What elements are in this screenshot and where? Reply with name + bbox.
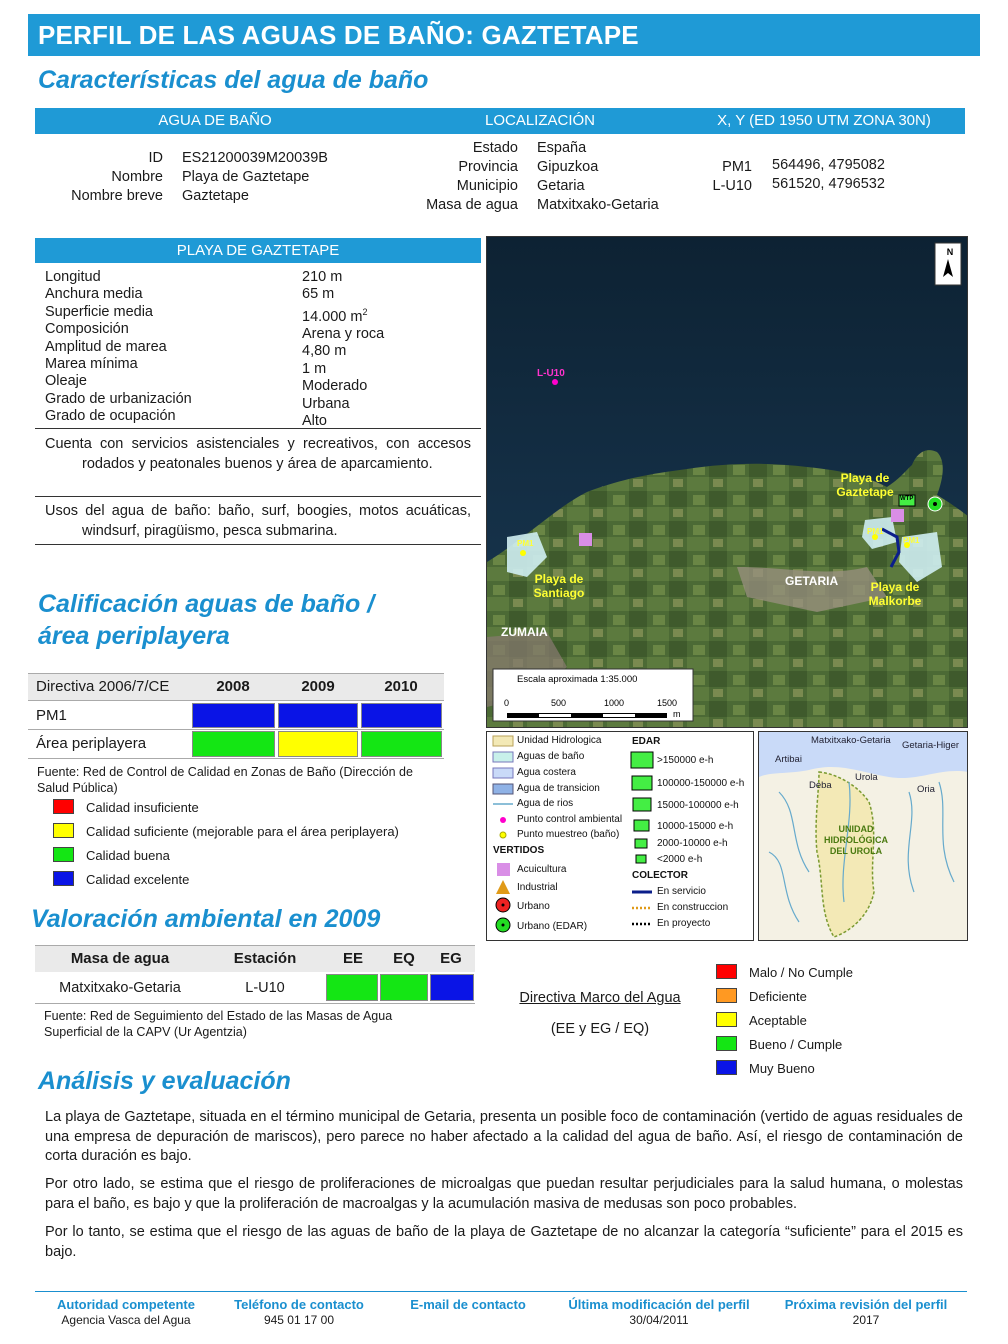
inset-label: Oria bbox=[917, 784, 935, 795]
legend-symbol bbox=[635, 839, 647, 848]
inset-label-unit: UNIDAD HIDROLÓGICA DEL UROLA bbox=[824, 824, 888, 856]
legend-swatch bbox=[716, 988, 737, 1003]
legend-symbol bbox=[496, 880, 510, 894]
map-label-pm1: PM1 bbox=[867, 527, 884, 536]
legend-label: Calidad excelente bbox=[86, 872, 190, 887]
legend-label: Malo / No Cumple bbox=[749, 965, 854, 980]
quality-cell bbox=[278, 703, 358, 728]
playa-value: 65 m bbox=[302, 286, 335, 303]
loc-label: Masa de agua bbox=[426, 197, 518, 213]
footer-divider bbox=[35, 1291, 967, 1292]
valoracion-legend bbox=[716, 964, 956, 1084]
valoracion-header: EG bbox=[440, 950, 462, 967]
playa-labels bbox=[45, 269, 295, 426]
footer-heading: Teléfono de contacto bbox=[234, 1297, 364, 1312]
legend-swatch bbox=[53, 847, 74, 862]
inset-label: Deba bbox=[809, 780, 832, 791]
legend-symbol bbox=[502, 904, 505, 907]
inset-label: Getaria-Higer bbox=[902, 740, 960, 751]
legend-swatch bbox=[716, 1036, 737, 1051]
playa-header: PLAYA DE GAZTETAPE bbox=[35, 238, 481, 263]
coord-label: L-U10 bbox=[712, 178, 752, 194]
inset-label: Matxitxako-Getaria bbox=[811, 735, 891, 746]
section-heading-analisis: Análisis y evaluación bbox=[38, 1067, 291, 1095]
map-label-lu10: L-U10 bbox=[537, 368, 565, 379]
status-cell-eq bbox=[380, 974, 428, 1001]
playa-value: Moderado bbox=[302, 378, 368, 395]
legend-label: Calidad buena bbox=[86, 848, 170, 863]
legend-symbol bbox=[636, 855, 646, 863]
legend-label: Calidad suficiente (mejorable para el área periplayera) bbox=[86, 824, 399, 839]
legend-symbol bbox=[500, 832, 506, 838]
valoracion-header: Estación bbox=[233, 950, 297, 967]
quality-cell bbox=[192, 703, 275, 728]
playa-value: 210 m bbox=[302, 269, 343, 285]
legend-swatch bbox=[716, 1060, 737, 1075]
valoracion-fuente: Fuente: Red de Seguimiento del Estado de las Masas de Agua Superficial de la CAPV (Ur Agentzia) bbox=[44, 1009, 393, 1039]
loc-value: Gipuzkoa bbox=[537, 159, 599, 175]
status-cell-eg bbox=[430, 974, 474, 1001]
agua-values bbox=[182, 149, 402, 206]
playa-label: Grado de ocupación bbox=[45, 408, 176, 425]
legend-title: VERTIDOS bbox=[493, 845, 545, 856]
legend-label: Urbano bbox=[517, 901, 550, 912]
legend-label: Bueno / Cumple bbox=[749, 1037, 843, 1052]
agua-label: ID bbox=[148, 150, 163, 166]
header-coords: X, Y (ED 1950 UTM ZONA 30N) bbox=[717, 112, 931, 129]
agua-label: Nombre bbox=[111, 169, 163, 185]
valoracion-header: Masa de agua bbox=[70, 950, 170, 967]
legend-label: Deficiente bbox=[749, 989, 807, 1004]
playa-value: Alto bbox=[302, 413, 327, 430]
analisis-paragraph: La playa de Gaztetape, situada en el término municipal de Getaria, presenta un posible foco de contaminación (vertido de aguas residuales de una empresa de depuración de mariscos), pero parece no haber afectado a la calidad del agua de baño. Así, el riesgo de contaminación de corta duración es bajo. bbox=[45, 1109, 963, 1164]
inset-label: Urola bbox=[855, 772, 878, 783]
playa-label: Anchura media bbox=[45, 286, 143, 303]
year-header: 2008 bbox=[216, 678, 250, 695]
legend-symbol bbox=[497, 863, 510, 876]
quality-cell bbox=[192, 731, 275, 757]
divider bbox=[35, 428, 481, 429]
satellite-map bbox=[486, 236, 968, 728]
superficie-value: 14.000 m bbox=[302, 308, 363, 325]
legend-label: Acuicultura bbox=[517, 864, 567, 875]
legend-label: En construccion bbox=[657, 902, 729, 913]
footer-heading: E-mail de contacto bbox=[410, 1297, 526, 1312]
loc-labels bbox=[395, 139, 518, 215]
legend-label: Punto muestreo (baño) bbox=[517, 829, 620, 840]
coord-value: 561520, 4796532 bbox=[772, 176, 885, 192]
legend-swatch bbox=[53, 823, 74, 838]
agua-labels bbox=[40, 149, 163, 206]
valoracion-header: EQ bbox=[393, 950, 415, 967]
playa-label: Composición bbox=[45, 321, 129, 338]
valoracion-estacion: L-U10 bbox=[245, 980, 285, 996]
quality-cell bbox=[278, 731, 358, 757]
footer-value: 2017 bbox=[852, 1313, 880, 1327]
scale-bar-seg bbox=[603, 714, 635, 717]
playa-label: Grado de urbanización bbox=[45, 390, 192, 407]
divider bbox=[35, 496, 481, 497]
valoracion-masa: Matxitxako-Getaria bbox=[59, 980, 181, 996]
legend-label: Muy Bueno bbox=[749, 1061, 815, 1076]
legend-symbol bbox=[634, 820, 649, 831]
footer-value: 30/04/2011 bbox=[629, 1313, 689, 1327]
footer-heading: Última modificación del perfil bbox=[568, 1297, 750, 1312]
legend-title: EDAR bbox=[632, 736, 661, 747]
loc-value: Matxitxako-Getaria bbox=[537, 197, 659, 213]
status-cell-ee bbox=[326, 974, 378, 1001]
map-label-wtp: WTP bbox=[900, 496, 914, 502]
footer-heading: Próxima revisión del perfil bbox=[784, 1297, 948, 1312]
legend-label: En proyecto bbox=[657, 918, 711, 929]
map-label-santiago: Playa de Santiago bbox=[533, 572, 585, 600]
calificacion-legend bbox=[53, 799, 453, 889]
calificacion-header-label: Directiva 2006/7/CE bbox=[36, 678, 170, 695]
map-label-gaztetape: Playa de Gaztetape bbox=[836, 471, 894, 499]
playa-values bbox=[302, 269, 472, 430]
inset-label: Artibai bbox=[775, 754, 802, 765]
legend-symbol bbox=[632, 776, 652, 790]
loc-values bbox=[537, 139, 697, 215]
scale-text: Escala aproximada 1:35.000 bbox=[517, 674, 638, 685]
legend-label: 2000-10000 e-h bbox=[657, 838, 728, 849]
agua-label: Nombre breve bbox=[71, 188, 163, 204]
calificacion-line-2: área periplayera bbox=[38, 622, 230, 650]
playa-servicios: Cuenta con servicios asistenciales y recreativos, con accesos rodados y peatonales buenos y área de aparcamiento. bbox=[45, 436, 471, 472]
scale-unit: m bbox=[673, 709, 681, 719]
loc-value: Getaria bbox=[537, 178, 585, 194]
legend-label: Agua costera bbox=[517, 767, 576, 778]
acuicultura-marker bbox=[891, 509, 904, 522]
north-label: N bbox=[946, 247, 954, 257]
acuicultura-marker bbox=[579, 533, 592, 546]
loc-value: España bbox=[537, 140, 587, 156]
valoracion-table bbox=[35, 945, 475, 1005]
year-header: 2009 bbox=[301, 678, 335, 695]
legend-label: Industrial bbox=[517, 882, 558, 893]
superficie-sup: 2 bbox=[362, 306, 368, 317]
page-title: PERFIL DE LAS AGUAS DE BAÑO: GAZTETAPE bbox=[28, 14, 980, 56]
valoracion-header: EE bbox=[342, 950, 363, 967]
legend-symbol bbox=[493, 736, 513, 746]
legend-label: 15000-100000 e-h bbox=[657, 800, 739, 811]
header-localizacion: LOCALIZACIÓN bbox=[484, 112, 596, 129]
agua-value: Playa de Gaztetape bbox=[182, 169, 310, 185]
legend-label: Aceptable bbox=[749, 1013, 807, 1028]
playa-label: Longitud bbox=[45, 269, 101, 285]
quality-cell bbox=[361, 703, 442, 728]
legend-label: >150000 e-h bbox=[657, 755, 714, 766]
footer-value: Agencia Vasca del Agua bbox=[61, 1313, 191, 1327]
legend-label: <2000 e-h bbox=[657, 854, 703, 865]
legend-swatch bbox=[53, 871, 74, 886]
legend-symbol bbox=[502, 924, 505, 927]
analisis-paragraph: Por lo tanto, se estima que el riesgo de las aguas de baño de la playa de Gaztetape de no alcanzar la categoría “suficiente” para el 2015 es bajo. bbox=[45, 1224, 963, 1260]
calificacion-table bbox=[28, 673, 444, 759]
coord-value: 564496, 4795082 bbox=[772, 157, 885, 173]
scale-bar-seg bbox=[539, 714, 571, 717]
calificacion-row-label: PM1 bbox=[36, 707, 67, 724]
loc-label: Estado bbox=[472, 140, 518, 156]
footer-value: 945 01 17 00 bbox=[263, 1313, 335, 1327]
legend-title: COLECTOR bbox=[632, 870, 688, 881]
legend-symbol bbox=[493, 752, 513, 762]
map-label-malkorbe: Playa de Malkorbe bbox=[868, 580, 922, 608]
map-label-zumaia: ZUMAIA bbox=[501, 625, 548, 639]
playa-usos: Usos del agua de baño: baño, surf, boogies, motos acuáticas, windsurf, piragüismo, pesca submarina. bbox=[45, 503, 471, 539]
divider bbox=[28, 758, 444, 759]
legend-label: Aguas de baño bbox=[517, 751, 585, 762]
calificacion-line-1: Calificación aguas de baño / bbox=[38, 590, 375, 618]
section-heading-valoracion: Valoración ambiental en 2009 bbox=[31, 905, 381, 933]
playa-label: Oleaje bbox=[45, 373, 87, 390]
section-heading-calificacion bbox=[38, 588, 374, 652]
legend-symbol bbox=[631, 752, 653, 768]
playa-value: Arena y roca bbox=[302, 326, 385, 343]
divider bbox=[35, 1003, 475, 1004]
legend-symbol bbox=[500, 817, 506, 823]
map-legend bbox=[486, 731, 754, 941]
header-agua: AGUA DE BAÑO bbox=[158, 112, 272, 129]
map-label-pm1: PM1 bbox=[903, 536, 920, 545]
playa-label: Marea mínima bbox=[45, 356, 138, 373]
edar-marker-center bbox=[933, 502, 937, 506]
agua-value: ES21200039M20039B bbox=[182, 150, 328, 166]
directiva-marco: Directiva Marco del Agua bbox=[519, 990, 681, 1006]
agua-value: Gaztetape bbox=[182, 188, 249, 204]
coord-values bbox=[772, 156, 952, 194]
playa-label: Superficie media bbox=[45, 303, 153, 320]
map-label-pm1: PM1 bbox=[517, 539, 534, 548]
playa-value-superficie bbox=[302, 304, 472, 326]
legend-label: Agua de rios bbox=[517, 798, 574, 809]
playa-label: Amplitud de marea bbox=[45, 338, 167, 355]
legend-symbol bbox=[493, 784, 513, 794]
legend-swatch bbox=[716, 1012, 737, 1027]
calificacion-fuente: Fuente: Red de Control de Calidad en Zonas de Baño (Dirección de Salud Pública) bbox=[37, 765, 413, 795]
legend-symbol bbox=[633, 798, 651, 811]
loc-label: Municipio bbox=[456, 178, 518, 194]
calificacion-row-label: Área periplayera bbox=[36, 735, 147, 752]
coord-label: PM1 bbox=[722, 159, 752, 175]
playa-value: Urbana bbox=[302, 395, 350, 412]
quality-cell bbox=[361, 731, 442, 757]
scale-tick: 0 bbox=[504, 698, 510, 708]
scale-bar bbox=[507, 713, 667, 718]
loc-label: Provincia bbox=[458, 159, 518, 175]
analisis-paragraph: Por otro lado, se estima que el riesgo de proliferaciones de microalgas que puedan resultar perjudiciales para la salud humana, o molestas para el baño, es bajo y que la proliferación de macroalgas y la acumulación masiva de medusas son poco probables. bbox=[45, 1176, 963, 1212]
divider bbox=[35, 544, 481, 545]
legend-label: 10000-15000 e-h bbox=[657, 821, 734, 832]
legend-label: 100000-150000 e-h bbox=[657, 778, 745, 789]
scale-tick: 1500 bbox=[657, 698, 678, 708]
section-heading-caracteristicas: Características del agua de baño bbox=[38, 66, 429, 94]
map-label-getaria: GETARIA bbox=[785, 574, 839, 588]
legend-label: Urbano (EDAR) bbox=[517, 921, 588, 932]
directiva-sub: (EE y EG / EQ) bbox=[550, 1021, 650, 1037]
footer-heading: Autoridad competente bbox=[57, 1297, 195, 1312]
scale-tick: 1000 bbox=[604, 698, 625, 708]
playa-value: 1 m bbox=[302, 360, 327, 377]
coord-labels bbox=[690, 158, 752, 196]
legend-label: En servicio bbox=[657, 886, 706, 897]
legend-label: Calidad insuficiente bbox=[86, 800, 199, 815]
legend-symbol bbox=[493, 768, 513, 778]
legend-label: Agua de transicion bbox=[517, 783, 600, 794]
legend-label: Punto control ambiental bbox=[517, 814, 623, 825]
legend-swatch bbox=[53, 799, 74, 814]
scale-tick: 500 bbox=[551, 698, 567, 708]
legend-swatch bbox=[716, 964, 737, 979]
legend-label: Unidad Hidrologica bbox=[517, 735, 602, 746]
year-header: 2010 bbox=[384, 678, 418, 695]
playa-value: 4,80 m bbox=[302, 343, 347, 360]
inset-map bbox=[758, 731, 968, 941]
divider bbox=[28, 729, 444, 730]
